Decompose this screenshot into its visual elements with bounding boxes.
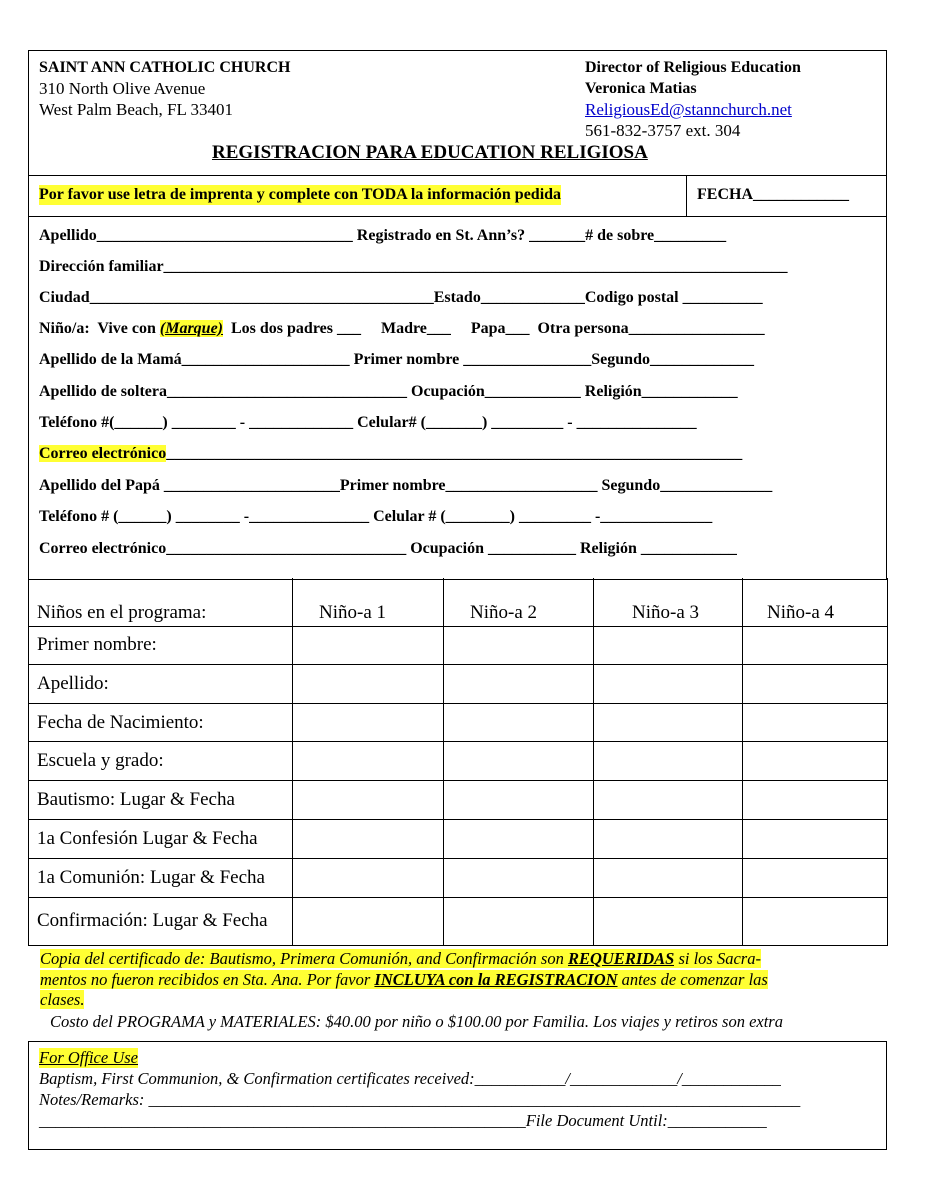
table-cell[interactable] — [594, 820, 743, 858]
certificate-note-text-f: antes de comenzar las — [617, 969, 768, 989]
director-phone: 561-832-3757 ext. 304 — [585, 121, 741, 140]
mother-email-row[interactable] — [39, 444, 742, 464]
table-row — [29, 703, 888, 741]
table-row — [29, 897, 888, 945]
table-cell[interactable] — [444, 626, 594, 664]
table-cell[interactable] — [743, 858, 888, 897]
director-name: Veronica Matias — [585, 80, 697, 97]
table-cell[interactable] — [594, 664, 743, 703]
table-cell[interactable] — [444, 897, 594, 945]
address-field[interactable]: Dirección familiar______________________________________________________________________________ — [39, 258, 788, 275]
city-state-zip-field[interactable]: Ciudad___________________________________________Estado_____________Codigo postal __________ — [39, 289, 763, 306]
instructions-divider — [686, 175, 687, 217]
table-cell[interactable] — [293, 626, 444, 664]
table-cell[interactable] — [293, 703, 444, 741]
include-emphasis: INCLUYA con la REGISTRACION — [374, 969, 618, 989]
director-email[interactable] — [585, 100, 792, 120]
maiden-name-field[interactable]: Apellido de soltera______________________________ Ocupación____________ Religión____________ — [39, 383, 738, 400]
table-row — [29, 742, 888, 781]
church-name: SAINT ANN CATHOLIC CHURCH — [39, 59, 291, 76]
table-cell[interactable] — [293, 742, 444, 781]
row-label: Apellido: — [29, 664, 293, 703]
table-cell[interactable] — [743, 626, 888, 664]
table-cell[interactable] — [594, 703, 743, 741]
table-cell[interactable] — [594, 781, 743, 820]
certificate-note-text-a: Copia del certificado de: Bautismo, Primera Comunión, and Confirmación son — [40, 949, 568, 968]
table-row — [29, 664, 888, 703]
certificate-note-text-g: clases. — [40, 990, 85, 1009]
table-cell[interactable] — [293, 858, 444, 897]
table-row — [29, 820, 888, 858]
table-cell[interactable] — [444, 858, 594, 897]
column-header-child-3: Niño-a 3 — [594, 578, 743, 626]
mother-email-field[interactable]: ________________________________________________________________________ — [166, 445, 743, 462]
certificate-note-text-d: mentos no fueron recibidos en Sta. Ana. Por favor — [40, 969, 375, 989]
row-label: Bautismo: Lugar & Fecha — [29, 781, 293, 820]
row-label: Escuela y grado: — [29, 742, 293, 781]
table-cell[interactable] — [293, 781, 444, 820]
row-label: Fecha de Nacimiento: — [29, 703, 293, 741]
envelope-field-tail[interactable]: ____ — [694, 227, 727, 244]
table-cell[interactable] — [293, 664, 444, 703]
table-cell[interactable] — [444, 742, 594, 781]
certificate-note — [40, 949, 876, 1011]
mother-phone-field[interactable]: Teléfono #(______) ________ - _____________ Celular# (_______) _________ - _______________ — [39, 414, 697, 431]
father-phone-field[interactable]: Teléfono # (______) ________ -_______________ Celular # (________) _________ -______________ — [39, 508, 713, 525]
row-label: Primer nombre: — [29, 626, 293, 664]
table-cell[interactable] — [594, 858, 743, 897]
lives-with-options[interactable]: Los dos padres ___ Madre___ Papa___ Otra persona_________________ — [223, 320, 765, 337]
table-header-row — [29, 578, 888, 626]
table-cell[interactable] — [293, 897, 444, 945]
church-address-line1: 310 North Olive Avenue — [39, 79, 206, 98]
children-table — [28, 578, 888, 946]
file-document-until-field[interactable]: ___________________________________________________________File Document Until:____________ — [39, 1111, 767, 1130]
table-cell[interactable] — [444, 703, 594, 741]
certificates-received-field[interactable]: Baptism, First Communion, & Confirmation certificates received:___________/_____________/____________ — [39, 1069, 781, 1088]
table-cell[interactable] — [743, 781, 888, 820]
column-header: Niños en el programa: — [29, 578, 293, 626]
table-cell[interactable] — [444, 664, 594, 703]
row-label: 1a Confesión Lugar & Fecha — [29, 820, 293, 858]
mark-hint: (Marque) — [159, 320, 223, 337]
notes-remarks-field[interactable]: Notes/Remarks: _______________________________________________________________________________ — [39, 1090, 801, 1109]
row-label: 1a Comunión: Lugar & Fecha — [29, 858, 293, 897]
table-cell[interactable] — [743, 664, 888, 703]
lives-with-label: Niño/a: Vive con — [39, 320, 160, 337]
surname-row[interactable] — [39, 226, 726, 246]
surname-field[interactable]: Apellido________________________________ Registrado en St. Ann’s? _______# de sobre_____ — [39, 227, 695, 244]
table-cell[interactable] — [594, 742, 743, 781]
column-header-child-1: Niño-a 1 — [293, 578, 444, 626]
certificate-note-text-c: si los Sacra- — [674, 949, 761, 968]
table-cell[interactable] — [444, 820, 594, 858]
director-title: Director of Religious Education — [585, 59, 801, 76]
father-surname-field[interactable]: Apellido del Papá ______________________Primer nombre___________________ Segundo______________ — [39, 477, 773, 494]
table-row — [29, 781, 888, 820]
table-cell[interactable] — [743, 897, 888, 945]
table-cell[interactable] — [594, 626, 743, 664]
date-field[interactable]: FECHA____________ — [697, 186, 849, 203]
lives-with-row[interactable] — [39, 319, 765, 339]
table-cell[interactable] — [743, 820, 888, 858]
instructions-text: Por favor use letra de imprenta y complete con TODA la información pedida — [39, 186, 562, 203]
office-use-title: For Office Use — [39, 1048, 138, 1067]
column-header-child-4: Niño-a 4 — [743, 578, 888, 626]
church-address-line2: West Palm Beach, FL 33401 — [39, 100, 233, 119]
column-header-child-2: Niño-a 2 — [444, 578, 594, 626]
program-cost-note: Costo del PROGRAMA y MATERIALES: $40.00 por niño o $100.00 por Familia. Los viajes y retiros son extra — [50, 1012, 783, 1031]
director-email-link[interactable]: ReligiousEd@stannchurch.net — [585, 100, 792, 119]
table-cell[interactable] — [444, 781, 594, 820]
father-email-field[interactable]: Correo electrónico______________________________ Ocupación ___________ Religión ____________ — [39, 540, 737, 557]
table-cell[interactable] — [743, 703, 888, 741]
table-cell[interactable] — [594, 897, 743, 945]
form-title: REGISTRACION PARA EDUCATION RELIGIOSA — [212, 142, 648, 163]
mother-email-label: Correo electrónico — [39, 445, 167, 462]
row-label: Confirmación: Lugar & Fecha — [29, 897, 293, 945]
table-cell[interactable] — [743, 742, 888, 781]
table-row — [29, 626, 888, 664]
required-emphasis: REQUERIDAS — [567, 949, 675, 968]
table-row — [29, 858, 888, 897]
table-cell[interactable] — [293, 820, 444, 858]
mother-surname-field[interactable]: Apellido de la Mamá_____________________ Primer nombre ________________Segundo_____________ — [39, 351, 754, 368]
